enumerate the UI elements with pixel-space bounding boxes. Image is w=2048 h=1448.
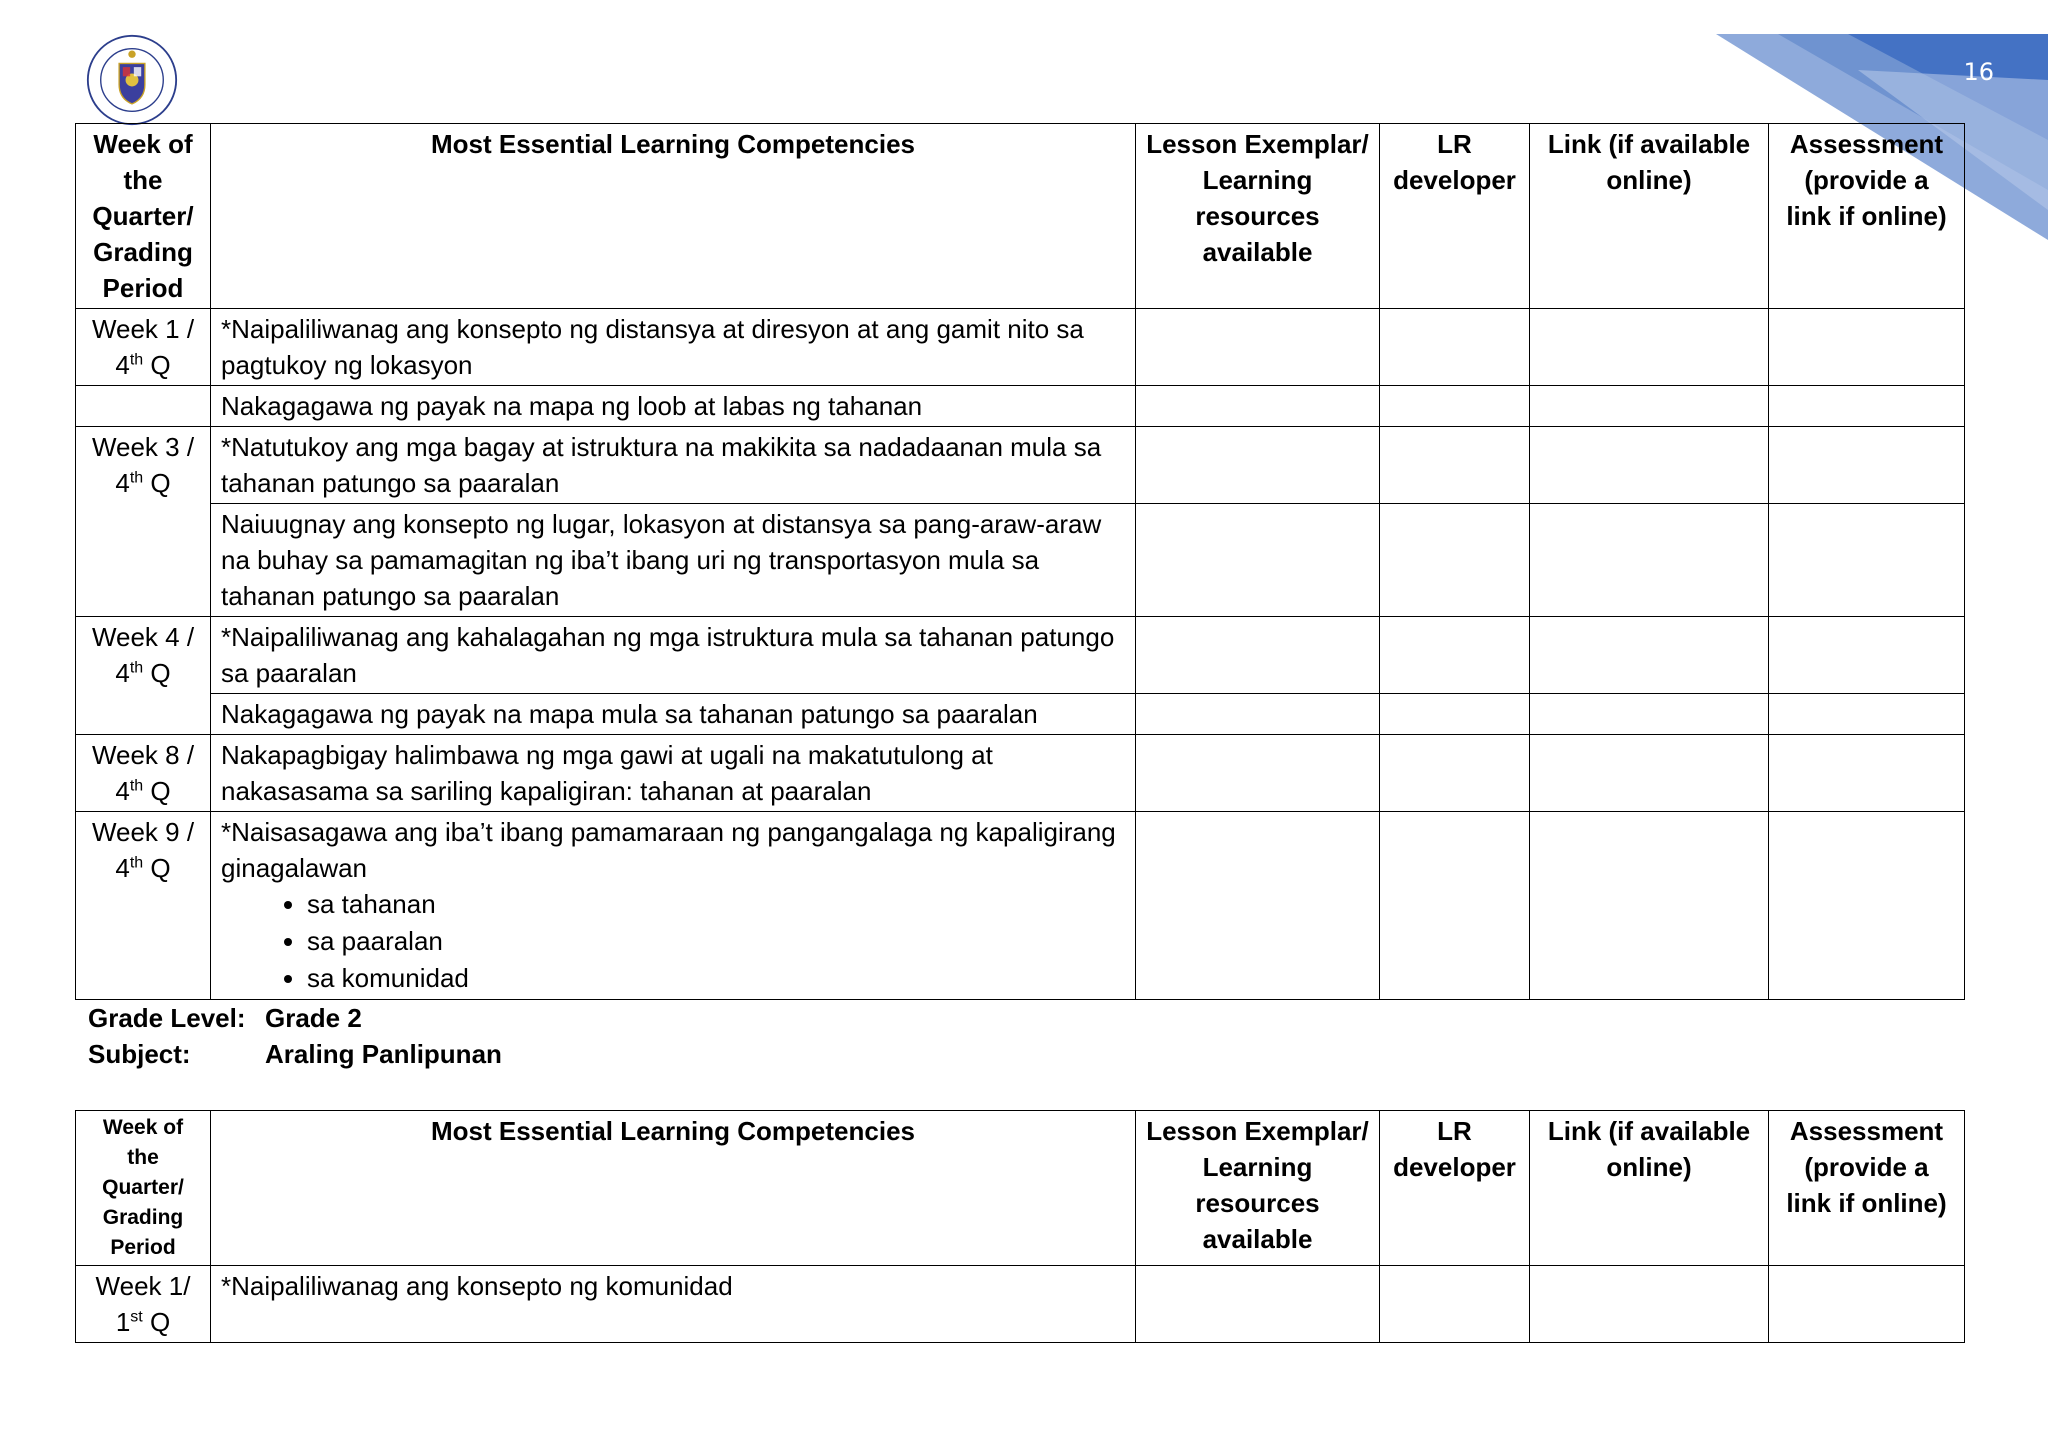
empty-cell <box>1530 1266 1769 1343</box>
week-cell: Week 9 / 4th Q <box>76 812 211 1000</box>
melc-table-grade1 <box>75 123 1965 1000</box>
competency-cell: Nakagagawa ng payak na mapa ng loob at labas ng tahanan <box>211 386 1136 427</box>
empty-cell <box>1769 694 1965 735</box>
empty-cell <box>1769 504 1965 617</box>
empty-cell <box>1530 427 1769 504</box>
bullet-list <box>221 886 1125 997</box>
melc-table-grade2 <box>75 1110 1965 1343</box>
header-link: Link (if available online) <box>1530 124 1769 309</box>
empty-cell <box>1380 504 1530 617</box>
empty-cell <box>1769 309 1965 386</box>
table-row <box>76 504 1965 617</box>
header-lesson-exemplar: Lesson Exemplar/ Learning resources available <box>1136 124 1380 309</box>
empty-cell <box>1380 694 1530 735</box>
header-week: Week of the Quarter/ Grading Period <box>76 124 211 309</box>
header-melc: Most Essential Learning Competencies <box>211 124 1136 309</box>
empty-cell <box>1769 735 1965 812</box>
empty-cell <box>1380 309 1530 386</box>
competency-cell: *Naipaliliwanag ang konsepto ng komunidad <box>211 1266 1136 1343</box>
week-cell: Week 3 / 4th Q <box>76 427 211 617</box>
table-row <box>76 309 1965 386</box>
empty-cell <box>1136 504 1380 617</box>
empty-cell <box>1136 427 1380 504</box>
empty-cell <box>1380 812 1530 1000</box>
table-header-row <box>76 124 1965 309</box>
empty-cell <box>1530 309 1769 386</box>
competency-cell: Nakagagawa ng payak na mapa mula sa tahanan patungo sa paaralan <box>211 694 1136 735</box>
list-item: • sa paaralan <box>307 923 1125 960</box>
subject-label: Subject: <box>88 1039 191 1069</box>
header-lr-developer: LR developer <box>1380 1111 1530 1266</box>
empty-cell <box>1380 1266 1530 1343</box>
empty-cell <box>1380 427 1530 504</box>
table-row <box>76 812 1965 1000</box>
empty-cell <box>1769 386 1965 427</box>
empty-cell <box>1769 617 1965 694</box>
empty-cell <box>1136 1266 1380 1343</box>
empty-cell <box>1136 735 1380 812</box>
week-cell <box>76 386 211 427</box>
table-header-row <box>76 1111 1965 1266</box>
empty-cell <box>1136 386 1380 427</box>
empty-cell <box>1380 735 1530 812</box>
competency-cell: *Naisasagawa ang iba’t ibang pamamaraan ng pangangalaga ng kapaligirang ginagalawan • sa tahanan • sa paaralan • sa komunidad <box>211 812 1136 1000</box>
empty-cell <box>1136 694 1380 735</box>
week-cell: Week 1 / 4th Q <box>76 309 211 386</box>
empty-cell <box>1530 504 1769 617</box>
empty-cell <box>1136 309 1380 386</box>
empty-cell <box>1530 735 1769 812</box>
list-item: • sa tahanan <box>307 886 1125 923</box>
week-cell: Week 1/ 1st Q <box>76 1266 211 1343</box>
header-week: Week of the Quarter/ Grading Period <box>76 1111 211 1266</box>
table-row <box>76 427 1965 504</box>
header-assessment: Assessment (provide a link if online) <box>1769 1111 1965 1266</box>
empty-cell <box>1136 617 1380 694</box>
empty-cell <box>1136 812 1380 1000</box>
table-row <box>76 617 1965 694</box>
header-link: Link (if available online) <box>1530 1111 1769 1266</box>
page-number: 16 <box>1963 58 1994 86</box>
table-row <box>76 735 1965 812</box>
deped-seal-logo <box>86 34 178 126</box>
competency-cell: *Naipaliliwanag ang konsepto ng distansya at diresyon at ang gamit nito sa pagtukoy ng lokasyon <box>211 309 1136 386</box>
empty-cell <box>1769 1266 1965 1343</box>
empty-cell <box>1380 386 1530 427</box>
competency-cell: *Natutukoy ang mga bagay at istruktura na makikita sa nadadaanan mula sa tahanan patungo sa paaralan <box>211 427 1136 504</box>
week-cell: Week 8 / 4th Q <box>76 735 211 812</box>
empty-cell <box>1769 427 1965 504</box>
header-assessment: Assessment (provide a link if online) <box>1769 124 1965 309</box>
subject-value: Araling Panlipunan <box>265 1039 502 1069</box>
empty-cell <box>1380 617 1530 694</box>
empty-cell <box>1769 812 1965 1000</box>
empty-cell <box>1530 694 1769 735</box>
competency-cell: *Naipaliliwanag ang kahalagahan ng mga istruktura mula sa tahanan patungo sa paaralan <box>211 617 1136 694</box>
grade-level-label: Grade Level: <box>88 1003 246 1033</box>
header-lr-developer: LR developer <box>1380 124 1530 309</box>
competency-cell: Nakapagbigay halimbawa ng mga gawi at ugali na makatutulong at nakasasama sa sariling kapaligiran: tahanan at paaralan <box>211 735 1136 812</box>
week-cell: Week 4 / 4th Q <box>76 617 211 735</box>
header-melc: Most Essential Learning Competencies <box>211 1111 1136 1266</box>
table-row <box>76 386 1965 427</box>
grade-subject-info <box>88 1000 502 1072</box>
grade-level-value: Grade 2 <box>265 1003 362 1033</box>
competency-cell: Naiuugnay ang konsepto ng lugar, lokasyon at distansya sa pang-araw-araw na buhay sa pamamagitan ng iba’t ibang uri ng transportasyon mula sa tahanan patungo sa paaralan <box>211 504 1136 617</box>
header-lesson-exemplar: Lesson Exemplar/ Learning resources available <box>1136 1111 1380 1266</box>
table-row <box>76 1266 1965 1343</box>
table-row <box>76 694 1965 735</box>
empty-cell <box>1530 386 1769 427</box>
empty-cell <box>1530 617 1769 694</box>
empty-cell <box>1530 812 1769 1000</box>
list-item: • sa komunidad <box>307 960 1125 997</box>
